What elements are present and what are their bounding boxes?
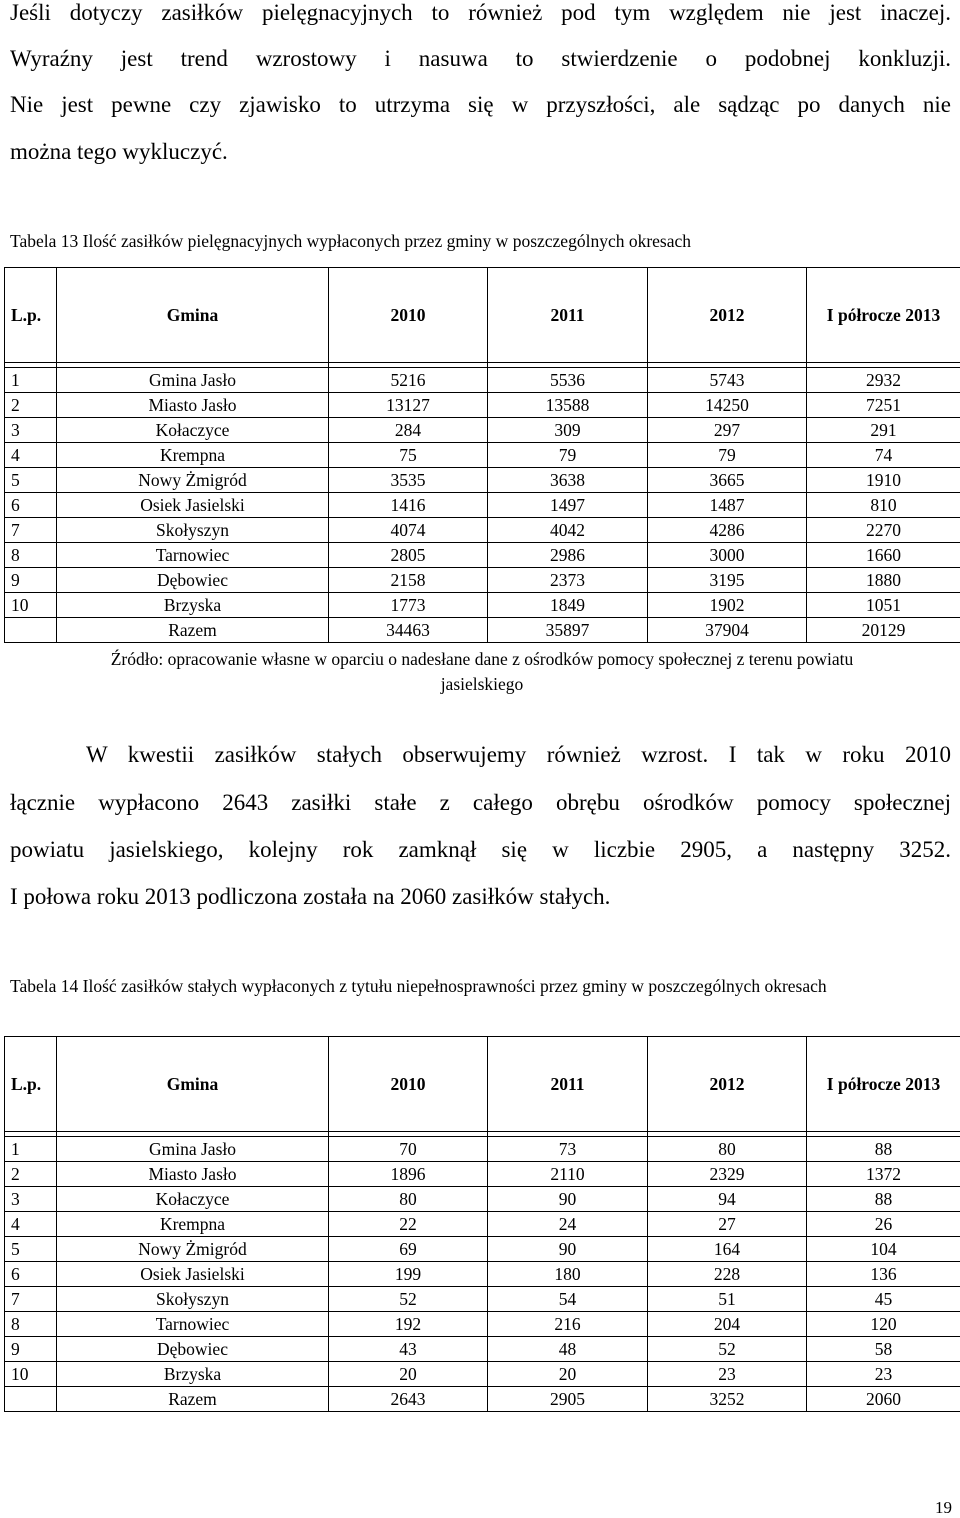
table14-row [5, 1362, 960, 1387]
table14-body [5, 1132, 960, 1412]
table13-cell-2013h1: 1051 [807, 593, 960, 618]
table14-header-row [5, 1037, 960, 1132]
table14-cell-2011: 20 [488, 1362, 648, 1387]
table13-cell-2012: 297 [648, 418, 807, 443]
table14-cell-gmina: Miasto Jasło [57, 1162, 329, 1187]
table14-cell-gmina: Krempna [57, 1212, 329, 1237]
table13-cell-gmina: Brzyska [57, 593, 329, 618]
table13-source-line-2: jasielskiego [440, 674, 524, 694]
table13-cell-2012: 3665 [648, 468, 807, 493]
table14-cell-2011: 90 [488, 1187, 648, 1212]
table13-cell-gmina: Skołyszyn [57, 518, 329, 543]
table14-cell-2012: 2329 [648, 1162, 807, 1187]
table14-row [5, 1312, 960, 1337]
table14-cell-gmina: Dębowiec [57, 1337, 329, 1362]
table13-cell-2011: 1497 [488, 493, 648, 518]
table13-row [5, 493, 960, 518]
table13-cell-2012: 3195 [648, 568, 807, 593]
intro-line-3: Nie jest pewne czy zjawisko to utrzyma się w przyszłości, ale sądząc po danych nie [10, 92, 951, 117]
table13-cell-lp [5, 618, 57, 643]
table13-body [5, 363, 960, 643]
table14-cell-gmina: Osiek Jasielski [57, 1262, 329, 1287]
middle-line-4: I połowa roku 2013 podliczona została na 2060 zasiłków stałych. [10, 884, 611, 909]
table13-cell-lp: 5 [5, 468, 57, 493]
table14-cell-2013h1: 23 [807, 1362, 960, 1387]
table14-cell-2010: 192 [329, 1312, 488, 1337]
table14-cell-gmina: Brzyska [57, 1362, 329, 1387]
table13-cell-2012: 1487 [648, 493, 807, 518]
table14-cell-2010: 2643 [329, 1387, 488, 1412]
table14-cell-gmina: Skołyszyn [57, 1287, 329, 1312]
table13-row [5, 368, 960, 393]
page-number: 19 [935, 1498, 952, 1517]
table14-cell-lp: 7 [5, 1287, 57, 1312]
table13-cell-gmina: Osiek Jasielski [57, 493, 329, 518]
table13-cell-2010: 4074 [329, 518, 488, 543]
table14-header-2010: 2010 [329, 1037, 488, 1132]
table14-row [5, 1337, 960, 1362]
table14-cell-2010: 80 [329, 1187, 488, 1212]
table13-cell-2011: 2986 [488, 543, 648, 568]
table13-cell-lp: 8 [5, 543, 57, 568]
table13-cell-gmina: Razem [57, 618, 329, 643]
table13-header-2010: 2010 [329, 268, 488, 363]
table14-header-2012: 2012 [648, 1037, 807, 1132]
table14-cell-2013h1: 104 [807, 1237, 960, 1262]
table14-cell-2012: 80 [648, 1137, 807, 1162]
table14-cell-2010: 22 [329, 1212, 488, 1237]
intro-line-2: Wyraźny jest trend wzrostowy i nasuwa to stwierdzenie o podobnej konkluzji. [10, 46, 951, 71]
table14-cell-2010: 70 [329, 1137, 488, 1162]
table14-header-2011: 2011 [488, 1037, 648, 1132]
table14-cell-2012: 204 [648, 1312, 807, 1337]
table13-cell-lp: 7 [5, 518, 57, 543]
table14-header-2013h1: I półrocze 2013 [807, 1037, 960, 1132]
middle-line-3: powiatu jasielskiego, kolejny rok zamknął się w liczbie 2905, a następny 3252. [10, 837, 951, 862]
table14-cell-gmina: Gmina Jasło [57, 1137, 329, 1162]
table14-row [5, 1212, 960, 1237]
table13-header-2013h1: I półrocze 2013 [807, 268, 960, 363]
table13-cell-2013h1: 1910 [807, 468, 960, 493]
table13-cell-gmina: Krempna [57, 443, 329, 468]
table14-cell-2013h1: 120 [807, 1312, 960, 1337]
table13-cell-2013h1: 810 [807, 493, 960, 518]
table14-header-lp: L.p. [5, 1037, 57, 1132]
table14-cell-lp: 8 [5, 1312, 57, 1337]
table13-caption: Tabela 13 Ilość zasiłków pielęgnacyjnych wypłaconych przez gminy w poszczególnych okresach [10, 231, 692, 251]
table14-row [5, 1187, 960, 1212]
table13-cell-gmina: Miasto Jasło [57, 393, 329, 418]
table13-header-2011: 2011 [488, 268, 648, 363]
table13-cell-2010: 1773 [329, 593, 488, 618]
table14-cell-2011: 24 [488, 1212, 648, 1237]
table13-row [5, 568, 960, 593]
table13-cell-2012: 37904 [648, 618, 807, 643]
table13-cell-gmina: Nowy Żmigród [57, 468, 329, 493]
table13-cell-2013h1: 74 [807, 443, 960, 468]
table13-cell-2013h1: 20129 [807, 618, 960, 643]
table14-cell-2012: 228 [648, 1262, 807, 1287]
table13-cell-2010: 2805 [329, 543, 488, 568]
middle-line-1: W kwestii zasiłków stałych obserwujemy również wzrost. I tak w roku 2010 [86, 742, 951, 767]
table13-cell-2013h1: 2270 [807, 518, 960, 543]
table13-cell-2011: 4042 [488, 518, 648, 543]
table14-cell-2011: 90 [488, 1237, 648, 1262]
table14-cell-gmina: Kołaczyce [57, 1187, 329, 1212]
table13-cell-2013h1: 1660 [807, 543, 960, 568]
table14-total-row [5, 1387, 960, 1412]
table13-cell-gmina: Tarnowiec [57, 543, 329, 568]
table13-cell-2010: 2158 [329, 568, 488, 593]
table14-cell-2011: 180 [488, 1262, 648, 1287]
table14-cell-lp: 3 [5, 1187, 57, 1212]
table13-header-gmina: Gmina [57, 268, 329, 363]
table13-cell-lp: 6 [5, 493, 57, 518]
table14-cell-2013h1: 26 [807, 1212, 960, 1237]
table14-cell-2011: 54 [488, 1287, 648, 1312]
table13-cell-2010: 13127 [329, 393, 488, 418]
table14-cell-2012: 164 [648, 1237, 807, 1262]
table13-cell-2012: 14250 [648, 393, 807, 418]
table13-cell-lp: 4 [5, 443, 57, 468]
middle-line-2: łącznie wypłacono 2643 zasiłki stałe z całego obrębu ośrodków pomocy społecznej [10, 790, 951, 815]
table14-cell-2011: 2905 [488, 1387, 648, 1412]
table13-cell-2013h1: 2932 [807, 368, 960, 393]
table14-cell-2011: 48 [488, 1337, 648, 1362]
table14-cell-lp: 2 [5, 1162, 57, 1187]
table14-cell-2012: 23 [648, 1362, 807, 1387]
intro-line-1: Jeśli dotyczy zasiłków pielęgnacyjnych to również pod tym względem nie jest inaczej. [10, 0, 951, 25]
table14-cell-2010: 69 [329, 1237, 488, 1262]
table13-row [5, 593, 960, 618]
table14-cell-lp: 9 [5, 1337, 57, 1362]
table13-cell-2011: 35897 [488, 618, 648, 643]
table13-cell-2010: 34463 [329, 618, 488, 643]
table13-cell-2012: 3000 [648, 543, 807, 568]
table14-caption: Tabela 14 Ilość zasiłków stałych wypłaconych z tytułu niepełnosprawności przez gminy w poszczególnych okresach [10, 976, 827, 996]
table14-cell-lp: 5 [5, 1237, 57, 1262]
table14-row [5, 1162, 960, 1187]
table14-cell-2012: 52 [648, 1337, 807, 1362]
table14-row [5, 1262, 960, 1287]
table14-cell-2010: 199 [329, 1262, 488, 1287]
table13-cell-2013h1: 291 [807, 418, 960, 443]
table13-source-line-1: Źródło: opracowanie własne w oparciu o nadesłane dane z ośrodków pomocy społecznej z terenu powiatu [110, 649, 854, 669]
table14 [4, 1036, 960, 1412]
table14-cell-2011: 216 [488, 1312, 648, 1337]
table14-cell-2010: 1896 [329, 1162, 488, 1187]
table13 [4, 267, 960, 643]
table13-header-row [5, 268, 960, 363]
table13-cell-2011: 79 [488, 443, 648, 468]
table14-cell-2013h1: 1372 [807, 1162, 960, 1187]
table13-cell-2010: 3535 [329, 468, 488, 493]
table14-row [5, 1287, 960, 1312]
table13-cell-2012: 79 [648, 443, 807, 468]
table14-cell-2012: 51 [648, 1287, 807, 1312]
table14-header-gmina: Gmina [57, 1037, 329, 1132]
table13-cell-2011: 2373 [488, 568, 648, 593]
table14-cell-lp [5, 1387, 57, 1412]
intro-line-4: można tego wykluczyć. [10, 139, 228, 164]
table14-cell-gmina: Nowy Żmigród [57, 1237, 329, 1262]
table13-cell-gmina: Kołaczyce [57, 418, 329, 443]
table13-cell-2010: 5216 [329, 368, 488, 393]
table14-cell-2013h1: 136 [807, 1262, 960, 1287]
table14-cell-lp: 6 [5, 1262, 57, 1287]
table13-cell-lp: 1 [5, 368, 57, 393]
table13-cell-lp: 2 [5, 393, 57, 418]
table13-cell-2012: 1902 [648, 593, 807, 618]
table14-cell-lp: 10 [5, 1362, 57, 1387]
table13-row [5, 393, 960, 418]
table14-cell-2011: 2110 [488, 1162, 648, 1187]
table13-total-row [5, 618, 960, 643]
table14-cell-lp: 1 [5, 1137, 57, 1162]
table14-cell-2010: 20 [329, 1362, 488, 1387]
table14-cell-2013h1: 58 [807, 1337, 960, 1362]
table13-cell-2011: 1849 [488, 593, 648, 618]
table13-header-2012: 2012 [648, 268, 807, 363]
table14-cell-2010: 52 [329, 1287, 488, 1312]
table13-header-lp: L.p. [5, 268, 57, 363]
table14-cell-2013h1: 88 [807, 1187, 960, 1212]
table13-cell-2011: 13588 [488, 393, 648, 418]
table13-cell-2011: 309 [488, 418, 648, 443]
table13-cell-lp: 9 [5, 568, 57, 593]
table14-cell-lp: 4 [5, 1212, 57, 1237]
table13-row [5, 543, 960, 568]
table14-cell-2011: 73 [488, 1137, 648, 1162]
table13-cell-2013h1: 7251 [807, 393, 960, 418]
table13-cell-2011: 5536 [488, 368, 648, 393]
table13-cell-2010: 284 [329, 418, 488, 443]
table13-cell-gmina: Gmina Jasło [57, 368, 329, 393]
table14-cell-2013h1: 88 [807, 1137, 960, 1162]
table13-row [5, 443, 960, 468]
table13-cell-2012: 4286 [648, 518, 807, 543]
table13-row [5, 518, 960, 543]
table14-row [5, 1137, 960, 1162]
table14-cell-gmina: Razem [57, 1387, 329, 1412]
table14-cell-2012: 3252 [648, 1387, 807, 1412]
table13-cell-2010: 1416 [329, 493, 488, 518]
table13-cell-gmina: Dębowiec [57, 568, 329, 593]
table14-cell-2013h1: 45 [807, 1287, 960, 1312]
table14-cell-gmina: Tarnowiec [57, 1312, 329, 1337]
table14-cell-2010: 43 [329, 1337, 488, 1362]
table13-cell-2012: 5743 [648, 368, 807, 393]
table13-cell-2010: 75 [329, 443, 488, 468]
table13-cell-lp: 10 [5, 593, 57, 618]
table14-row [5, 1237, 960, 1262]
table14-cell-2012: 27 [648, 1212, 807, 1237]
table13-cell-2011: 3638 [488, 468, 648, 493]
table13-row [5, 468, 960, 493]
table13-cell-lp: 3 [5, 418, 57, 443]
table14-cell-2013h1: 2060 [807, 1387, 960, 1412]
table14-cell-2012: 94 [648, 1187, 807, 1212]
table13-cell-2013h1: 1880 [807, 568, 960, 593]
table13-row [5, 418, 960, 443]
